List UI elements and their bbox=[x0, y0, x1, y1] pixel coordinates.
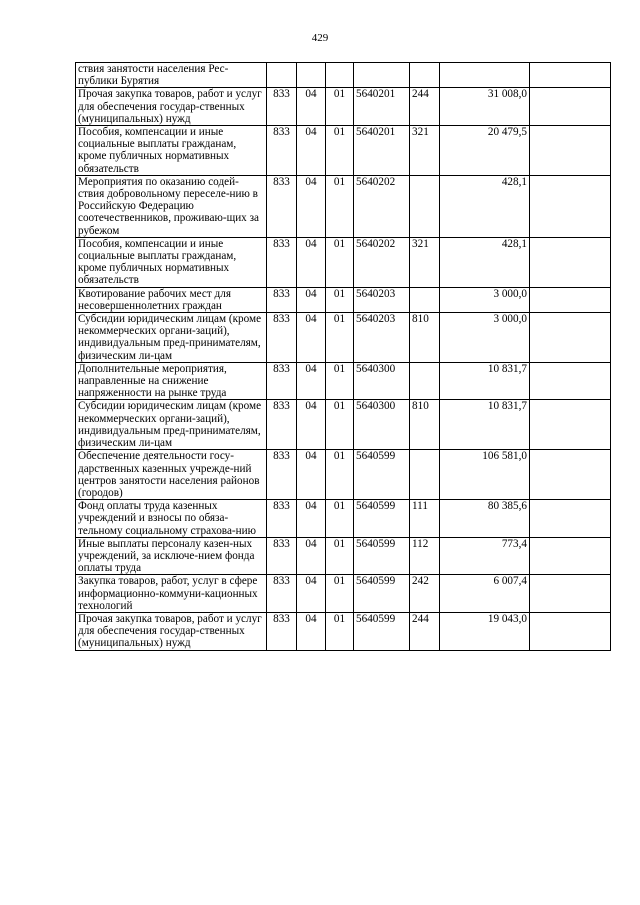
cell-admin-code: 833 bbox=[267, 287, 297, 312]
cell-empty bbox=[530, 537, 611, 575]
cell-admin-code: 833 bbox=[267, 313, 297, 363]
cell-subsection: 01 bbox=[326, 537, 354, 575]
cell-name: Прочая закупка товаров, работ и услуг для обеспечения государ-ственных (муниципальных) нужд bbox=[76, 88, 267, 126]
cell-subsection: 01 bbox=[326, 313, 354, 363]
cell-name: Иные выплаты персоналу казен-ных учреждений, за исключе-нием фонда оплаты труда bbox=[76, 537, 267, 575]
table-row bbox=[76, 500, 611, 538]
cell-target-article bbox=[354, 63, 410, 88]
cell-name: Квотирование рабочих мест для несовершеннолетних граждан bbox=[76, 287, 267, 312]
cell-expense-type: 242 bbox=[410, 575, 440, 613]
cell-target-article: 5640201 bbox=[354, 126, 410, 176]
cell-section: 04 bbox=[297, 450, 326, 500]
cell-target-article: 5640599 bbox=[354, 537, 410, 575]
cell-section: 04 bbox=[297, 88, 326, 126]
cell-expense-type: 111 bbox=[410, 500, 440, 538]
cell-subsection: 01 bbox=[326, 237, 354, 287]
cell-subsection bbox=[326, 63, 354, 88]
cell-expense-type bbox=[410, 450, 440, 500]
table-row bbox=[76, 313, 611, 363]
cell-expense-type bbox=[410, 175, 440, 237]
cell-empty bbox=[530, 575, 611, 613]
table-row bbox=[76, 537, 611, 575]
cell-subsection: 01 bbox=[326, 612, 354, 650]
cell-amount: 10 831,7 bbox=[440, 400, 530, 450]
cell-name: Обеспечение деятельности госу-дарственных казенных учрежде-ний центров занятости населения районов (городов) bbox=[76, 450, 267, 500]
table-row bbox=[76, 400, 611, 450]
cell-subsection: 01 bbox=[326, 400, 354, 450]
cell-name: Фонд оплаты труда казенных учреждений и взносы по обяза-тельному социальному страхова-нию bbox=[76, 500, 267, 538]
cell-name: Дополнительные мероприятия, направленные на снижение напряженности на рынке труда bbox=[76, 362, 267, 400]
cell-amount: 10 831,7 bbox=[440, 362, 530, 400]
cell-name: ствия занятости населения Рес-публики Бурятия bbox=[76, 63, 267, 88]
cell-expense-type: 321 bbox=[410, 126, 440, 176]
cell-name: Мероприятия по оказанию содей-ствия добровольному переселе-нию в Российскую Федерацию соотечественников, проживаю-щих за рубежом bbox=[76, 175, 267, 237]
cell-target-article: 5640300 bbox=[354, 400, 410, 450]
cell-admin-code: 833 bbox=[267, 612, 297, 650]
cell-expense-type: 244 bbox=[410, 88, 440, 126]
cell-amount: 773,4 bbox=[440, 537, 530, 575]
cell-target-article: 5640599 bbox=[354, 575, 410, 613]
cell-empty bbox=[530, 362, 611, 400]
cell-section: 04 bbox=[297, 362, 326, 400]
cell-section: 04 bbox=[297, 400, 326, 450]
page-number: 429 bbox=[311, 32, 329, 44]
cell-admin-code: 833 bbox=[267, 126, 297, 176]
cell-subsection: 01 bbox=[326, 575, 354, 613]
cell-empty bbox=[530, 313, 611, 363]
cell-expense-type: 244 bbox=[410, 612, 440, 650]
cell-expense-type bbox=[410, 362, 440, 400]
cell-admin-code bbox=[267, 63, 297, 88]
cell-admin-code: 833 bbox=[267, 88, 297, 126]
cell-admin-code: 833 bbox=[267, 400, 297, 450]
cell-empty bbox=[530, 126, 611, 176]
table-row bbox=[76, 362, 611, 400]
cell-target-article: 5640599 bbox=[354, 500, 410, 538]
cell-amount: 3 000,0 bbox=[440, 313, 530, 363]
cell-amount: 20 479,5 bbox=[440, 126, 530, 176]
table-row bbox=[76, 612, 611, 650]
cell-admin-code: 833 bbox=[267, 500, 297, 538]
cell-subsection: 01 bbox=[326, 175, 354, 237]
cell-name: Прочая закупка товаров, работ и услуг для обеспечения государ-ственных (муниципальных) нужд bbox=[76, 612, 267, 650]
table-row bbox=[76, 450, 611, 500]
table-row bbox=[76, 63, 611, 88]
cell-subsection: 01 bbox=[326, 362, 354, 400]
cell-admin-code: 833 bbox=[267, 362, 297, 400]
cell-empty bbox=[530, 400, 611, 450]
cell-empty bbox=[530, 500, 611, 538]
cell-name: Субсидии юридическим лицам (кроме некоммерческих органи-заций), индивидуальным пред-принимателям, физическим ли-цам bbox=[76, 400, 267, 450]
cell-admin-code: 833 bbox=[267, 575, 297, 613]
table-row bbox=[76, 287, 611, 312]
table-row bbox=[76, 175, 611, 237]
cell-target-article: 5640599 bbox=[354, 612, 410, 650]
cell-target-article: 5640300 bbox=[354, 362, 410, 400]
cell-expense-type: 810 bbox=[410, 400, 440, 450]
cell-target-article: 5640203 bbox=[354, 287, 410, 312]
cell-amount: 80 385,6 bbox=[440, 500, 530, 538]
cell-empty bbox=[530, 450, 611, 500]
cell-target-article: 5640599 bbox=[354, 450, 410, 500]
cell-section: 04 bbox=[297, 575, 326, 613]
cell-empty bbox=[530, 612, 611, 650]
cell-expense-type: 810 bbox=[410, 313, 440, 363]
table-row bbox=[76, 575, 611, 613]
cell-expense-type: 321 bbox=[410, 237, 440, 287]
cell-amount: 106 581,0 bbox=[440, 450, 530, 500]
cell-empty bbox=[530, 237, 611, 287]
cell-empty bbox=[530, 287, 611, 312]
budget-table-body bbox=[76, 63, 611, 651]
cell-expense-type: 112 bbox=[410, 537, 440, 575]
cell-expense-type bbox=[410, 63, 440, 88]
cell-subsection: 01 bbox=[326, 450, 354, 500]
cell-target-article: 5640201 bbox=[354, 88, 410, 126]
cell-amount bbox=[440, 63, 530, 88]
cell-target-article: 5640203 bbox=[354, 313, 410, 363]
table-row bbox=[76, 237, 611, 287]
cell-amount: 31 008,0 bbox=[440, 88, 530, 126]
cell-subsection: 01 bbox=[326, 88, 354, 126]
budget-table bbox=[75, 62, 611, 651]
cell-amount: 428,1 bbox=[440, 237, 530, 287]
cell-section: 04 bbox=[297, 126, 326, 176]
cell-amount: 428,1 bbox=[440, 175, 530, 237]
cell-admin-code: 833 bbox=[267, 237, 297, 287]
cell-section bbox=[297, 63, 326, 88]
cell-expense-type bbox=[410, 287, 440, 312]
cell-section: 04 bbox=[297, 313, 326, 363]
cell-section: 04 bbox=[297, 612, 326, 650]
cell-name: Пособия, компенсации и иные социальные выплаты гражданам, кроме публичных нормативных обязательств bbox=[76, 237, 267, 287]
cell-amount: 19 043,0 bbox=[440, 612, 530, 650]
cell-section: 04 bbox=[297, 537, 326, 575]
cell-amount: 6 007,4 bbox=[440, 575, 530, 613]
cell-amount: 3 000,0 bbox=[440, 287, 530, 312]
cell-admin-code: 833 bbox=[267, 175, 297, 237]
table-row bbox=[76, 126, 611, 176]
cell-empty bbox=[530, 63, 611, 88]
cell-subsection: 01 bbox=[326, 500, 354, 538]
cell-target-article: 5640202 bbox=[354, 237, 410, 287]
cell-target-article: 5640202 bbox=[354, 175, 410, 237]
cell-empty bbox=[530, 88, 611, 126]
cell-section: 04 bbox=[297, 287, 326, 312]
cell-name: Пособия, компенсации и иные социальные выплаты гражданам, кроме публичных нормативных обязательств bbox=[76, 126, 267, 176]
cell-subsection: 01 bbox=[326, 126, 354, 176]
cell-section: 04 bbox=[297, 175, 326, 237]
cell-name: Субсидии юридическим лицам (кроме некоммерческих органи-заций), индивидуальным пред-принимателям, физическим ли-цам bbox=[76, 313, 267, 363]
cell-section: 04 bbox=[297, 237, 326, 287]
cell-subsection: 01 bbox=[326, 287, 354, 312]
cell-name: Закупка товаров, работ, услуг в сфере информационно-коммуни-кационных технологий bbox=[76, 575, 267, 613]
cell-empty bbox=[530, 175, 611, 237]
table-row bbox=[76, 88, 611, 126]
cell-admin-code: 833 bbox=[267, 450, 297, 500]
cell-section: 04 bbox=[297, 500, 326, 538]
cell-admin-code: 833 bbox=[267, 537, 297, 575]
